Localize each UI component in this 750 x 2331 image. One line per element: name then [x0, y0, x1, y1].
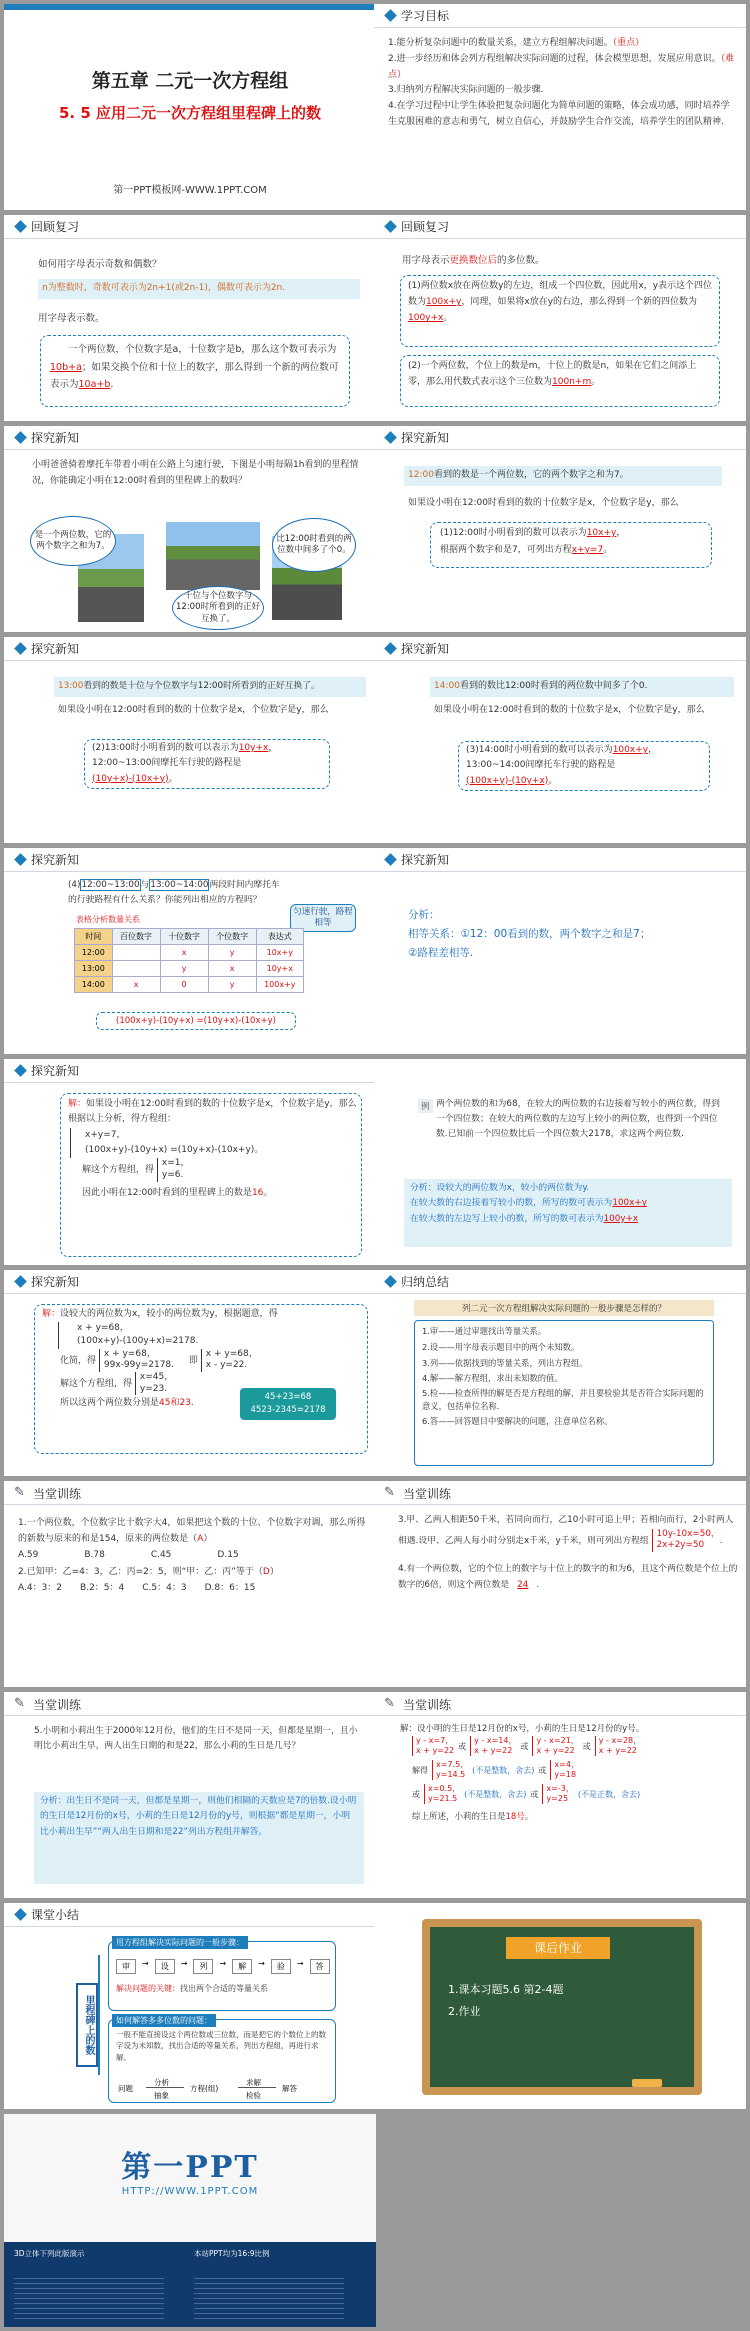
- goals-list: 1.能分析复杂问题中的数量关系，建立方程组解决问题。（重点） 2.进一步经历和体会列方程组解决实际问题的过程，体会模型思想，发展应用意识。（难点） 3.归纳列方程解决实际问题的一般步骤. 4.在学习过程中让学生体验把复杂问题化为简单问题的策略，体会成功感，同时培养学生克服困难的意志和勇气，树立自信心，并鼓励学生合作交流，培养学生的团队精神.: [388, 38, 735, 127]
- review-item-2: (2)一个两位数，个位上的数是m，十位上的数是n，如果在它们之间添上零，那么用代数式表示这个三位数为100n+m。: [408, 361, 697, 388]
- analysis-table: 时间 百位数字 十位数字 个位数字 表达式 12:00 x y 10x+y 13:00 y x 10y+x 14:00 x 0 y 100x+y: [74, 928, 304, 993]
- slide-explore-7: [4, 1059, 376, 1265]
- slide-explore-1: [4, 426, 376, 632]
- slide-class-summary: [4, 1903, 376, 2109]
- slide-practice-3: [4, 1692, 376, 1898]
- problem-text: 小明爸爸骑着摩托车带着小明在公路上匀速行驶，下图是小明每隔1h看到的里程情况，你能确定小明在12:00时看到的里程碑上的数吗？: [32, 460, 359, 486]
- diamond-icon: [384, 1275, 397, 1288]
- slide-explore-9: [4, 1270, 376, 1476]
- slide-explore-2: [374, 426, 746, 632]
- promo-logo: 第一PPT: [121, 2150, 259, 2185]
- topic-vertical-title: 里程碑上的数: [76, 1983, 98, 2067]
- diamond-icon: [14, 1275, 27, 1288]
- solution-text: 解：设较大的两位数为x，较小的两位数为y，根据题意，得 x + y=68， (100x+y)-(100y+x)=2178. 化简，得 x + y=68， 99x-99y=2178. 即 x + y=68， x - y=22. 解这个方程组，得 x=45， y=23. 所以这两个两位数分别是45和23.: [42, 1308, 362, 1411]
- setup-text: 如果设小明在12:00时看到的数的十位数字是x，个位数字是y，那么: [434, 705, 705, 715]
- slide-header: 回顾复习: [31, 220, 80, 234]
- key-text: 解决问题的关键：找出两个合适的等量关系: [116, 1984, 268, 1993]
- diamond-icon: [384, 642, 397, 655]
- promo-links-right: [194, 2274, 344, 2322]
- pencil-icon: ✎: [14, 1696, 25, 1711]
- expression-box: (3)14:00时小明看到的数可以表示为100x+y， 13:00~14:00间摩托车行驶的路程是 (100x+y)-(10y+x)。: [466, 745, 658, 786]
- slide-header: 探究新知: [401, 431, 450, 445]
- step-chain: 审 → 设 → 列 → 解 → 验 → 答: [116, 1959, 330, 1974]
- diamond-icon: [14, 1064, 27, 1077]
- multi-digit-heading: 如何解答多多位数的问题：: [112, 2014, 216, 2027]
- slide-header: 当堂训练: [403, 1487, 452, 1501]
- thought-cloud-3: 十位与个位数字与12:00时所看到的正好互换了。: [172, 586, 264, 630]
- thought-cloud-2: 比12:00时看到的两位数中间多了个0。: [272, 518, 356, 572]
- homework-title: 课后作业: [506, 1937, 610, 1959]
- review-item-1: (1)两位数x放在两位数y的左边，组成一个四位数，因此用x，y表示这个四位数为100x+y，同理，如果将x放在y的右边，那么得到一个新的四位数为100y+x。: [408, 281, 713, 324]
- slide-header: 探究新知: [31, 642, 80, 656]
- setup-text: 如果设小明在12:00时看到的数的十位数字是x，个位数字是y，那么: [408, 498, 679, 508]
- slide-cover: [4, 4, 376, 210]
- slide-header: 当堂训练: [403, 1698, 452, 1712]
- cover-footer: 第一PPT模板网-WWW.1PPT.COM: [113, 185, 267, 196]
- example-badge: 例: [418, 1099, 433, 1113]
- homework-item-2: 2.作业: [448, 2005, 481, 2018]
- slide-header: 探究新知: [31, 1064, 80, 1078]
- equation-box: (100x+y)-(10y+x) =(10y+x)-(10x+y): [96, 1012, 296, 1030]
- slide-header: 学习目标: [401, 9, 450, 23]
- promo-heading-2: 本站PPT均为16:9比例: [194, 2249, 270, 2258]
- slide-header: 当堂训练: [33, 1698, 82, 1712]
- expression-box: (2)13:00时小明看到的数可以表示为10y+x， 12:00~13:00间摩托车行驶的路程是 (10y+x)-(10x+y)。: [92, 743, 278, 784]
- review-paragraph: 一个两位数，个位数字是a，十位数字是b，那么这个数可表示为10b+a；如果交换个位和十位上的数字，那么得到一个新的两位数可表示为10a+b.: [50, 344, 339, 391]
- slide-review-2: [374, 215, 746, 421]
- practice-questions: 3.甲、乙两人相距50千米，若同向而行，乙10小时可追上甲；若相向而行，2小时两人相遇.设甲、乙两人每小时分别走x千米，y千米，则可列出方程组 10y-10x=50， 2x+2y=50 . 4.有一个两位数，它的个位上的数字与十位上的数字的和为6，且这个两位数是个位上的数字的6倍，则这个两位数是 24 .: [398, 1515, 738, 1590]
- question-text: 如何用字母表示奇数和偶数？: [38, 259, 162, 270]
- slide-practice-4: [374, 1692, 746, 1898]
- slide-homework: [374, 1903, 746, 2109]
- banner-text: 12:00看到的数是一个两位数，它的两个数字之和为7。: [408, 470, 629, 480]
- slide-explore-5: [4, 848, 376, 1054]
- diamond-icon: [14, 1908, 27, 1921]
- pencil-icon: ✎: [14, 1485, 25, 1500]
- diamond-icon: [14, 853, 27, 866]
- summary-question: 列二元一次方程组解决实际问题的一般步骤是怎样的？: [414, 1300, 714, 1316]
- promo-links-left: [14, 2274, 164, 2322]
- banner-text: 13:00看到的数是十位与个位数字与12:00时所看到的正好互换了。: [58, 681, 320, 691]
- question-text: (4)12:00~13:00与13:00~14:00两段时间内摩托车的行驶路程有什么关系？你能列出相应的方程吗？: [68, 880, 280, 905]
- slide-header: 课堂小结: [31, 1908, 80, 1922]
- diamond-icon: [384, 853, 397, 866]
- slide-promo: [4, 2114, 376, 2327]
- steps-heading: 用方程组解决实际问题的一般步骤：: [112, 1936, 248, 1949]
- promo-heading-1: 3D立体下列此版演示: [14, 2249, 85, 2258]
- method-text: 一般不能直接设这个两位数或三位数，而是把它的个数位上的数字设为未知数，找出合适的等量关系，列出方程组，再进行求解。: [116, 2030, 326, 2062]
- example-text: 两个两位数的和为68，在较大的两位数的右边接着写较小的两位数，得到一个四位数；在较大的两位数的左边写上较小的两位数，也得到一个四位数.已知前一个四位数比后一个四位数大2178，求这两个两位数.: [436, 1099, 720, 1139]
- slide-header: 探究新知: [401, 853, 450, 867]
- slide-practice-2: [374, 1481, 746, 1687]
- slide-header: 当堂训练: [33, 1487, 82, 1501]
- analysis-text: 分析： 相等关系：①12：00看到的数，两个数字之和是7； ②路程差相等.: [408, 909, 651, 959]
- answer-text: n为整数时，奇数可表示为2n+1(或2n-1)，偶数可表示为2n.: [42, 283, 286, 293]
- diamond-icon: [14, 642, 27, 655]
- check-box: 45+23=68 4523-2345=2178: [240, 1388, 336, 1420]
- table-caption: 表格分析数量关系: [76, 915, 140, 924]
- slide-header: 探究新知: [31, 431, 80, 445]
- chapter-title: 第五章 二元一次方程组: [91, 70, 289, 92]
- expression-box: (1)12:00时小明看到的数可以表示为10x+y， 根据两个数字和是7，可列出方程x+y=7。: [440, 528, 626, 556]
- question-text: 用字母表示数。: [38, 313, 105, 324]
- slide-learning-goals: [374, 4, 746, 210]
- pencil-icon: ✎: [384, 1485, 395, 1500]
- diamond-icon: [14, 220, 27, 233]
- lesson-title: 5. 5 应用二元一次方程组里程碑上的数: [58, 104, 322, 122]
- slide-header: 探究新知: [31, 853, 80, 867]
- chalk-piece: [632, 2079, 662, 2087]
- slide-header: 回顾复习: [401, 220, 450, 234]
- slide-header: 归纳总结: [401, 1275, 450, 1289]
- diamond-icon: [14, 431, 27, 444]
- slide-practice-1: [4, 1481, 376, 1687]
- diamond-icon: [384, 220, 397, 233]
- road-photo-2: [166, 522, 260, 590]
- slide-explore-3: [4, 637, 376, 843]
- diamond-icon: [384, 9, 397, 22]
- flow-diagram: 问题 分析 抽象 方程(组) 求解 检验 解答: [118, 2078, 297, 2100]
- practice-question: 5.小明和小莉出生于2000年12月份，他们的生日不是同一天，但都是星期一，且小明比小莉出生早，两人出生日期的和是22，那么小莉的生日是几号？: [34, 1726, 358, 1752]
- homework-item-1: 1.课本习题5.6 第2-4题: [448, 1983, 564, 1996]
- solution-text: 解：如果设小明在12:00时看到的数的十位数字是x，个位数字是y，那么根据以上分析，得方程组： x+y=7， (100x+y)-(10y+x) =(10y+x)-(10x+y)。 解这个方程组，得 x=1， y=6. 因此小明在12:00时看到的里程碑上的数是16。: [68, 1099, 357, 1198]
- slide-header: 探究新知: [401, 642, 450, 656]
- slide-explore-6: [374, 848, 746, 1054]
- slide-explore-4: [374, 637, 746, 843]
- pencil-icon: ✎: [384, 1696, 395, 1711]
- steps-list: 1.审——通过审题找出等量关系。 2.设——用字母表示题目中的两个未知数。 3.列——依据找到的等量关系，列出方程组。 4.解——解方程组，求出未知数的值。 5.检——检查所得的解是否是方程组的解，并且要检验其是否符合实际问题的意义，包括单位名称. 6.答——回答题目中要解决的问题，注意单位名称。: [422, 1326, 704, 1426]
- slide-review-1: [4, 215, 376, 421]
- banner-text: 14:00看到的数比12:00时看到的两位数中间多了个0.: [434, 681, 648, 691]
- slide-summary: [374, 1270, 746, 1476]
- uniform-speed-tag: 匀速行驶，路程相等: [290, 904, 356, 932]
- practice-questions: 1.一个两位数，个位数字比十数字大4，如果把这个数的十位、个位数字对调，那么所得的新数与原来的和是154，原来的两位数是（A） A.59 B.78 C.45 D.15 2.已知甲：乙=4：3，乙：丙=2：5，则“甲：乙：丙”等于（D） A.4：3：2 B.2：5：4 C.5：4：3 D.8：6：15: [18, 1518, 366, 1593]
- slide-explore-8: [374, 1059, 746, 1265]
- slide-header: 探究新知: [31, 1275, 80, 1289]
- solution-text: 解：设小明的生日是12月份的x号，小莉的生日是12月份的y号。 y - x=7， x + y=22 或 y - x=14， x + y=22 或 y - x=21， x + y=22 或 y - x=28， x + y=22 解得 x=7.5， y=14.5 (不是整数，舍去) 或 x=4， y=18 或 x=0.5， y=21.5 (不是整数，舍去) 或 x=-3， y=25 (不是正数，舍去) 综上所述，小莉的生日是18号。: [400, 1724, 645, 1823]
- promo-url: HTTP://WWW.1PPT.COM: [121, 2186, 259, 2197]
- analysis-text: 分析：出生日不是同一天，但都是星期一，则他们相隔的天数应是7的倍数.设小明的生日是12月份的x号，小莉的生日是12月份的y号，则根据“都是星期一，小明比小莉出生早”“两人出生日期和是22”列出方程组并解答。: [40, 1796, 357, 1837]
- setup-text: 如果设小明在12:00时看到的数的十位数字是x，个位数字是y，那么: [58, 705, 329, 715]
- thought-cloud-1: 是一个两位数，它的两个数字之和为7。: [30, 516, 116, 566]
- analysis-text: 分析：设较大的两位数为x，较小的两位数为y. 在较大数的右边接着写较小的数，所写的数可表示为100x+y 在较大数的左边写上较小的数，所写的数可表示为100y+x: [410, 1183, 647, 1224]
- diamond-icon: [384, 431, 397, 444]
- intro-text: 用字母表示更换数位后的多位数。: [402, 255, 545, 266]
